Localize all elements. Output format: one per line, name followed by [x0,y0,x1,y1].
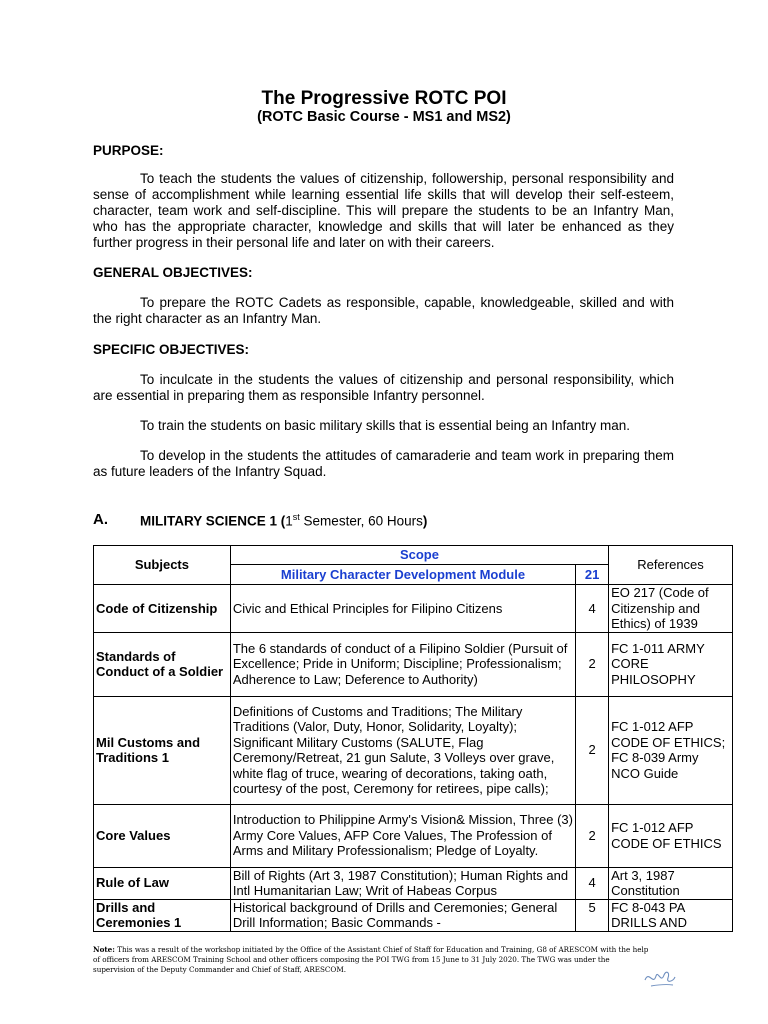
row-scope: Introduction to Philippine Army's Vision& Mission, Three (3) Army Core Values, AFP Core Values, The Profession of Arms and Military Professionalism; Pledge of Loyalty. [230,804,575,867]
section-name: MILITARY SCIENCE 1 ( [140,513,286,529]
header-subjects: Subjects [94,546,231,585]
specific-objective-3: To develop in the students the attitudes of camaraderie and team work in preparing them as future leaders of the Infantry Squad. [93,448,674,479]
row-hours: 2 [576,804,609,867]
module-name: Military Character Development Module [230,565,575,585]
row-hours: 4 [576,867,609,899]
row-scope: Civic and Ethical Principles for Filipino Citizens [230,585,575,633]
purpose-heading: PURPOSE: [93,143,164,158]
document-subtitle: (ROTC Basic Course - MS1 and MS2) [257,109,511,125]
row-subject: Mil Customs and Traditions 1 [94,696,231,804]
footnote-label: Note: [93,945,115,954]
header-scope: Scope [230,546,608,565]
initials-signature [643,966,677,990]
document-title: The Progressive ROTC POI [261,88,507,109]
row-reference: FC 1-012 AFP CODE OF ETHICS [609,804,733,867]
specific-objectives-heading: SPECIFIC OBJECTIVES: [93,342,250,357]
row-scope: Historical background of Drills and Ceremonies; General Drill Information; Basic Commands - [230,899,575,931]
row-subject: Code of Citizenship [94,585,231,633]
row-subject: Rule of Law [94,867,231,899]
specific-objective-2: To train the students on basic military skills that is essential being an Infantry man. [140,418,630,433]
section-ordinal: 1 [285,513,293,529]
table-row [94,585,733,633]
row-subject: Drills and Ceremonies 1 [94,899,231,931]
general-objectives-heading: GENERAL OBJECTIVES: [93,265,253,280]
table-row [94,899,733,931]
row-subject: Core Values [94,804,231,867]
section-a-heading [93,511,428,529]
table-row [94,804,733,867]
section-ordinal-suffix: st [292,512,300,522]
row-reference: FC 1-012 AFP CODE OF ETHICS; FC 8-039 Army NCO Guide [609,696,733,804]
row-reference: FC 1-011 ARMY CORE PHILOSOPHY [609,632,733,696]
row-scope: Definitions of Customs and Traditions; The Military Traditions (Valor, Duty, Honor, Solidarity, Loyalty); Significant Military Customs (SALUTE, Flag Ceremony/Retreat, 21 gun Salute, 3 Volleys over grave, white flag of truce, wearing of decorations, taking oath, courtesy of the post, Ceremony for retirees, pipe calls); [230,696,575,804]
row-scope: The 6 standards of conduct of a Filipino Soldier (Pursuit of Excellence; Pride in Uniform; Discipline; Professionalism; Adherence to Law; Deference to Authority) [230,632,575,696]
general-objectives-paragraph: To prepare the ROTC Cadets as responsible, capable, knowledgeable, skilled and with the right character as an Infantry Man. [93,295,674,326]
header-references: References [609,546,733,585]
section-title [140,512,427,529]
footnote [93,945,653,975]
row-scope: Bill of Rights (Art 3, 1987 Constitution); Human Rights and Intl Humanitarian Law; Writ of Habeas Corpus [230,867,575,899]
table-row [94,632,733,696]
footnote-text: This was a result of the workshop initiated by the Office of the Assistant Chief of Staff for Education and Training, G8 of ARESCOM with the help of officers from ARESCOM Training School and other officers composing the POI TWG from 15 June to 31 July 2020. The TWG was under the supervision of the Deputy Commander and Chief of Staff, ARESCOM. [93,945,649,974]
row-hours: 2 [576,632,609,696]
row-reference: FC 8-043 PA DRILLS AND [609,899,733,931]
module-hours: 21 [576,565,609,585]
section-letter: A. [93,511,108,528]
section-semester: Semester, 60 Hours [299,513,423,529]
section-close: ) [422,513,428,529]
table-row [94,696,733,804]
specific-objective-1: To inculcate in the students the values of citizenship and personal responsibility, which are essential in preparing them as responsible Infantry personnel. [93,372,674,403]
row-reference: Art 3, 1987 Constitution [609,867,733,899]
row-reference: EO 217 (Code of Citizenship and Ethics) of 1939 [609,585,733,633]
poi-table [93,545,733,932]
row-hours: 4 [576,585,609,633]
table-row [94,867,733,899]
row-subject: Standards of Conduct of a Soldier [94,632,231,696]
row-hours: 5 [576,899,609,931]
purpose-paragraph: To teach the students the values of citizenship, followership, personal responsibility and sense of accomplishment while learning essential life skills that will develop their self-esteem, character, team work and self-discipline. This will prepare the students to be an Infantry Man, who has the appropriate character, knowledge and skills that will later be enhanced as they further progress in their personal life and later on with their careers. [93,171,674,250]
row-hours: 2 [576,696,609,804]
